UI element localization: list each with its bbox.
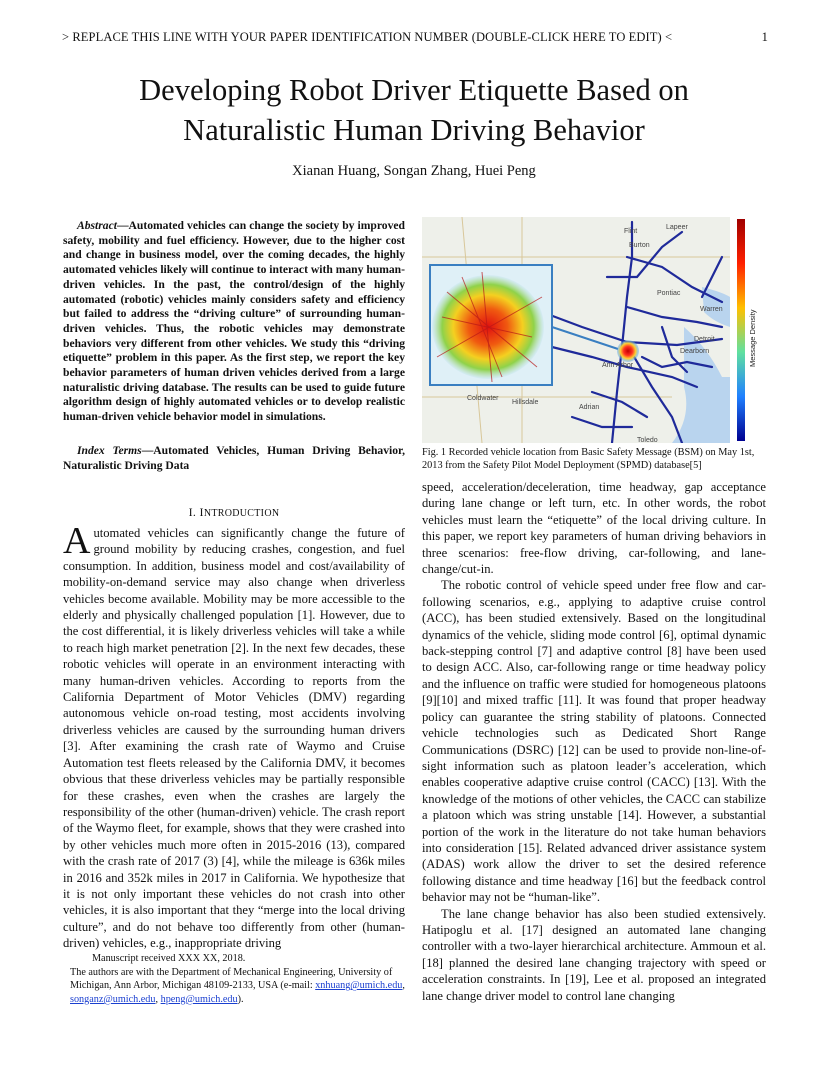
email-link-1[interactable]: xnhuang@umich.edu (315, 980, 403, 992)
introduction-body (63, 520, 405, 952)
label-toledo: Toledo (637, 437, 658, 443)
footnote-close: ). (237, 993, 244, 1005)
label-coldwater: Coldwater (467, 395, 499, 402)
label-dearborn: Dearborn (680, 348, 710, 355)
paragraph-lane-change: The lane change behavior has also been studied extensively. Hatipoglu et al. [17] designed an automated lane changing controller with a two-layer hierarchical architecture. Ammoun et al. [18] planned the desired lane changing trajectory with speed or acceleration constraints. In [19], Lee et al. proposed an integrated lane change driver model to control lane changing (422, 906, 766, 1003)
email-separator: , (402, 980, 405, 992)
drop-cap: A (63, 520, 91, 562)
label-adrian: Adrian (579, 404, 600, 411)
figure-1-map (422, 217, 764, 443)
title-line-1: Developing Robot Driver Etiquette Based on (139, 73, 689, 107)
intro-paragraph: utomated vehicles can significantly change the future of ground mobility by reducing crashes, congestion, and fuel consumption. In addition, business model and cost/availability of mobility-on-demand service may also change when driverless vehicles become available. Mobility may be more accessible to the elderly and physically challenged population [1]. However, due to the cost differential, it is likely driverless vehicles will take a while to reach high market penetration [2]. In the next few decades, these robotic vehicles will operate in an environment interacting with many human-driven vehicles. According to reports from the California Department of Motor Vehicles (DMV) regarding autonomous vehicle on-road testing, most accidents involving driverless vehicles are caused by the surrounding human drivers [3]. After examining the crash rate of Waymo and Cruise Automation test fleets released by the California DMV, it becomes obvious that these driverless vehicles may be partially responsible for these crashes, even when the crashes are largely the responsibility of the other (human-driven) vehicle. The crash report of the Waymo fleet, for example, shows that they were crashed into by other vehicles much more often in 2015-2016 (13), compared with the crash rate of 2017 (3) [4], while the mileage is 636k miles in 2016 and 352k miles in 2017 in California. We hypothesize that it is not only important these vehicles do not crash into other vehicles, it is also important that they “merge into the local driving culture”, and do not behave too differently from other (human-driven) vehicles, e.g., inappropriate driving (63, 526, 405, 951)
footnote-received: Manuscript received XXX XX, 2018. (92, 953, 246, 964)
abstract-text: —Automated vehicles can change the society by improved safety, mobility and fuel efficiency. However, due to the higher cost and change in business model, over the coming decades, the highly automated vehicles likely will continue to interact with many human-driven vehicles. In the past, the control/design of the highly automated (robotic) vehicles mainly considers safety and efficiency but failed to address the “driving culture” of surrounding human-driven vehicles. Thus, the robotic vehicles may demonstrate behaviors very different from other vehicles. We study this “driving etiquette” problem in this paper. As the first step, we report the key behavior parameters of human driven vehicles derived from a large naturalistic driving database. The results can be used to guide future algorithm design of highly automated vehicles or to develop realistic human-driven vehicle behavior model in simulations. (63, 219, 405, 424)
section-title-rest: NTRODUCTION (203, 508, 280, 519)
footnote-affiliation (70, 966, 406, 1007)
index-terms-text: —Automated Vehicles, Human Driving Behavior, Naturalistic Driving Data (63, 444, 405, 472)
label-pontiac: Pontiac (657, 290, 681, 297)
paragraph-continued: speed, acceleration/deceleration, time headway, gap acceptance during lane change or left turn, etc. In other words, the robot vehicles must learn the “etiquette” of the local driving culture. In this paper, we report key parameters of human driving behaviors in three scenarios: free-flow driving, car-following, and lane-change/cut-in. (422, 480, 766, 577)
running-head-text: > REPLACE THIS LINE WITH YOUR PAPER IDENTIFICATION NUMBER (DOUBLE-CLICK HERE TO EDIT) < (62, 30, 673, 44)
running-header (62, 30, 768, 45)
label-burton: Burton (629, 242, 650, 249)
section-numeral: I. (188, 505, 197, 519)
paragraph-acc: The robotic control of vehicle speed under free flow and car-following scenarios, e.g., applying to adaptive cruise control (ACC), has been studied extensively. Based on the longitudinal dynamics of the vehicle, sliding mode control [6], optimal dynamic back-stepping control [7] and adaptive control [8] have been used to design ACC. Also, car-following range or time headway policy and the influence on traffic were studied for homogeneous platoons [9][10] and mixed traffic [11]. It was found that proper headway policy can guarantee the string stability of platoons. Connected vehicle technologies such as Dedicated Short Range Communications (DSRC) [12] can be used to provide non-line-of-sight information such as platoon leader’s acceleration, which enables cooperative adaptive cruise control (CACC) [13]. With the knowledge of the motions of other vehicles, the CACC can stabilize a platoon which was string unstable [14]. However, a substantial portion of the work in the literature do not take human behaviors into consideration [15]. Related advanced driver assistance system (ADAS) work allow the driver to set the desired reference following distance and time headway [16] but the feedback control behavior may not be “human-like”. (422, 578, 766, 905)
page-number: 1 (761, 30, 768, 44)
section-heading-introduction (63, 505, 405, 520)
right-column-body (422, 479, 766, 1004)
abstract-label: Abstract (77, 219, 117, 232)
label-lapeer: Lapeer (666, 224, 688, 231)
label-ann-arbor: Ann Arbor (602, 362, 634, 369)
email-link-2[interactable]: songanz@umich.edu (70, 993, 156, 1005)
paper-title (60, 70, 768, 150)
label-detroit: Detroit (694, 336, 715, 343)
colorbar (737, 219, 745, 441)
abstract (63, 219, 405, 425)
label-hillsdale: Hillsdale (512, 399, 539, 406)
section-initial: I (199, 505, 204, 519)
density-map (422, 217, 764, 443)
figure-caption: Fig. 1 Recorded vehicle location from Basic Safety Message (BSM) on May 1st, 2013 from the Safety Pilot Model Deployment (SPMD) database[5] (422, 447, 755, 472)
title-line-2: Naturalistic Human Driving Behavior (183, 113, 645, 147)
heat-spot-detroit (617, 340, 639, 362)
author-list: Xianan Huang, Songan Zhang, Huei Peng (292, 163, 536, 179)
colorbar-label: Message Density (748, 309, 757, 367)
footnote (70, 952, 406, 1006)
email-link-3[interactable]: hpeng@umich.edu (160, 993, 238, 1005)
label-flint: Flint (624, 228, 638, 235)
email-separator: , (155, 993, 161, 1005)
label-warren: Warren (700, 306, 723, 313)
index-terms-label: Index Terms (77, 444, 142, 457)
index-terms (63, 444, 405, 473)
affiliation-text: The authors are with the Department of Mechanical Engineering, University of Michigan, Ann Arbor, Michigan 48109-2133, USA (e-mail: (70, 966, 393, 992)
